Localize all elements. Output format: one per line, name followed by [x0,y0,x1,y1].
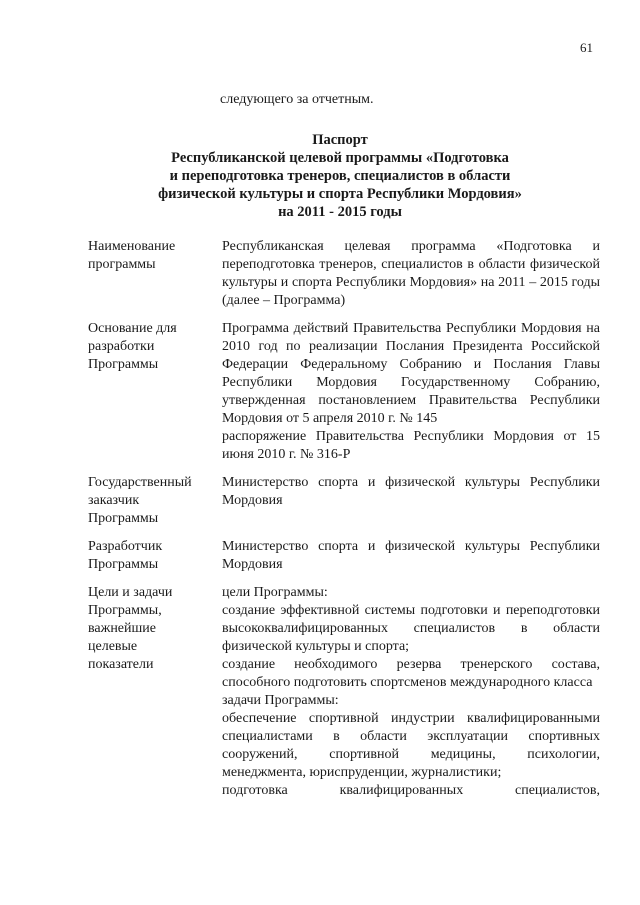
row-label-line: разработки [88,339,155,354]
passport-row-customer [88,474,600,528]
row-label-line: Программы [88,557,159,572]
row-value-paragraph: создание необходимого резерва тренерского состава, способного подготовить спортсменов международного класса [222,657,600,690]
title-line-5: на 2011 - 2015 годы [278,204,402,220]
row-label [88,474,222,528]
continuation-text: следующего за отчетным. [220,92,374,107]
row-value-paragraph: обеспечение спортивной индустрии квалифицированными специалистами в области эксплуатации спортивных сооружений, спортивной медицины, психологии, менеджмента, юриспруденции, журналистики; [222,711,600,780]
row-label-line: Программы, [88,603,162,618]
row-label-line: важнейшие [88,621,156,636]
row-label-line: показатели [88,657,154,672]
passport-title [60,131,620,221]
row-label-line: Программы [88,357,159,372]
row-value [222,538,600,574]
row-label-line: программы [88,257,156,272]
row-value [222,320,600,464]
passport-row-basis [88,320,600,464]
row-value-paragraph: Министерство спорта и физической культуры Республики Мордовия [222,539,600,572]
row-label-line: Государственный [88,475,192,490]
row-value-paragraph: подготовка квалифицированных специалистов, [222,783,600,798]
passport-row-name [88,238,600,310]
row-value [222,474,600,528]
page-number: 61 [580,40,593,55]
title-line-4: физической культуры и спорта Республики Мордовия» [158,186,522,202]
title-line-2: Республиканской целевой программы «Подготовка [171,150,509,166]
row-value-paragraph: Министерство спорта и физической культуры Республики Мордовия [222,475,600,508]
passport-table [88,238,600,810]
row-label-line: заказчик [88,493,140,508]
row-value [222,238,600,310]
passport-row-goals [88,584,600,800]
row-value-paragraph: Программа действий Правительства Республики Мордовия на 2010 год по реализации Послания Президента Российской Федерации Федеральному Собранию и Послания Главы Республики Мордовия Государственному Собранию, утвержденная постановлением Правительства Республики Мордовия от 5 апреля 2010 г. № 145 [222,321,600,426]
row-value-paragraph: Республиканская целевая программа «Подготовка и переподготовка тренеров, специалистов в области физической культуры и спорта Республики Мордовия» на 2011 – 2015 годы (далее – Программа) [222,239,600,308]
row-value-paragraph: создание эффективной системы подготовки и переподготовки высококвалифицированных специалистов в области физической культуры и спорта; [222,603,600,654]
row-value-paragraph: цели Программы: [222,585,328,600]
title-line-1: Паспорт [312,132,368,148]
row-label-line: Наименование [88,239,176,254]
row-label [88,584,222,800]
row-label-line: целевые [88,639,138,654]
row-label [88,538,222,574]
row-label-line: Цели и задачи [88,585,173,600]
row-label [88,320,222,464]
row-label-line: Программы [88,511,159,526]
row-label [88,238,222,310]
row-value [222,584,600,800]
title-line-3: и переподготовка тренеров, специалистов в области [169,168,511,184]
row-label-line: Основание для [88,321,177,336]
row-value-paragraph: задачи Программы: [222,693,339,708]
row-value-paragraph: распоряжение Правительства Республики Мордовия от 15 июня 2010 г. № 316-Р [222,429,600,462]
row-label-line: Разработчик [88,539,163,554]
passport-row-developer [88,538,600,574]
